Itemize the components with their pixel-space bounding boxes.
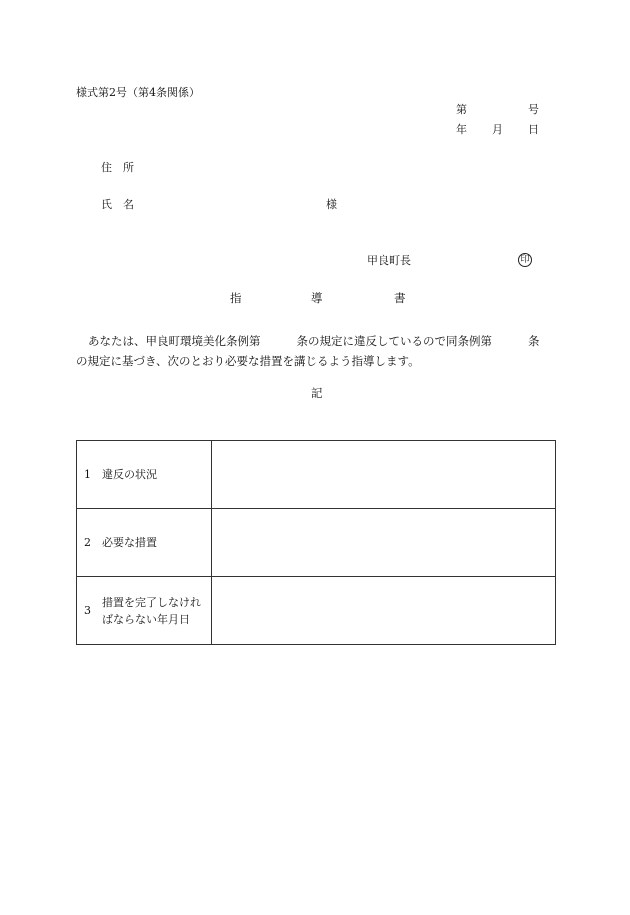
seal-mark: 印 (518, 253, 532, 267)
item-label-cell (77, 577, 212, 645)
date-month: 月 (492, 123, 503, 136)
body-line-1 (76, 331, 558, 351)
item-number: 2 (84, 536, 91, 549)
title-char-1: 指 (230, 291, 242, 305)
item-label-cell (77, 441, 212, 509)
name-label: 氏 名 (101, 198, 134, 211)
form-number: 様式第2号（第4条関係） (76, 86, 200, 99)
item-content-cell[interactable] (212, 577, 556, 645)
body-line1-a: あなたは、甲良町環境美化条例第 (88, 334, 261, 348)
item-label-cell (77, 509, 212, 577)
table-row (77, 441, 556, 509)
item-label: 必要な措置 (102, 536, 157, 549)
item-label-line-2: ばならない年月日 (102, 612, 190, 626)
item-label: 違反の状況 (102, 468, 157, 481)
date-year: 年 (456, 123, 467, 136)
body-line-2: の規定に基づき、次のとおり必要な措置を講じるよう指導します。 (76, 354, 420, 368)
item-label-line-1: 措置を完了しなけれ (102, 595, 201, 609)
table-row (77, 509, 556, 577)
date-day: 日 (528, 123, 539, 136)
title-char-2: 導 (311, 291, 323, 305)
item-number: 1 (84, 468, 91, 481)
item-number: 3 (84, 604, 91, 617)
address-label: 住 所 (101, 161, 134, 174)
item-content-cell[interactable] (212, 509, 556, 577)
body-line1-b: 条の規定に違反しているので同条例第 (296, 334, 492, 348)
item-label (102, 594, 201, 628)
doc-number-suffix: 号 (528, 103, 539, 116)
honorific: 様 (326, 198, 337, 211)
ki-mark: 記 (311, 386, 323, 400)
issuer: 甲良町長 (367, 254, 411, 267)
body-paragraph (76, 331, 558, 371)
doc-number-prefix: 第 (456, 103, 467, 116)
table-row (77, 577, 556, 645)
body-line1-c: 条 (528, 334, 540, 348)
items-table (76, 440, 556, 645)
item-content-cell[interactable] (212, 441, 556, 509)
title-char-3: 書 (394, 291, 406, 305)
